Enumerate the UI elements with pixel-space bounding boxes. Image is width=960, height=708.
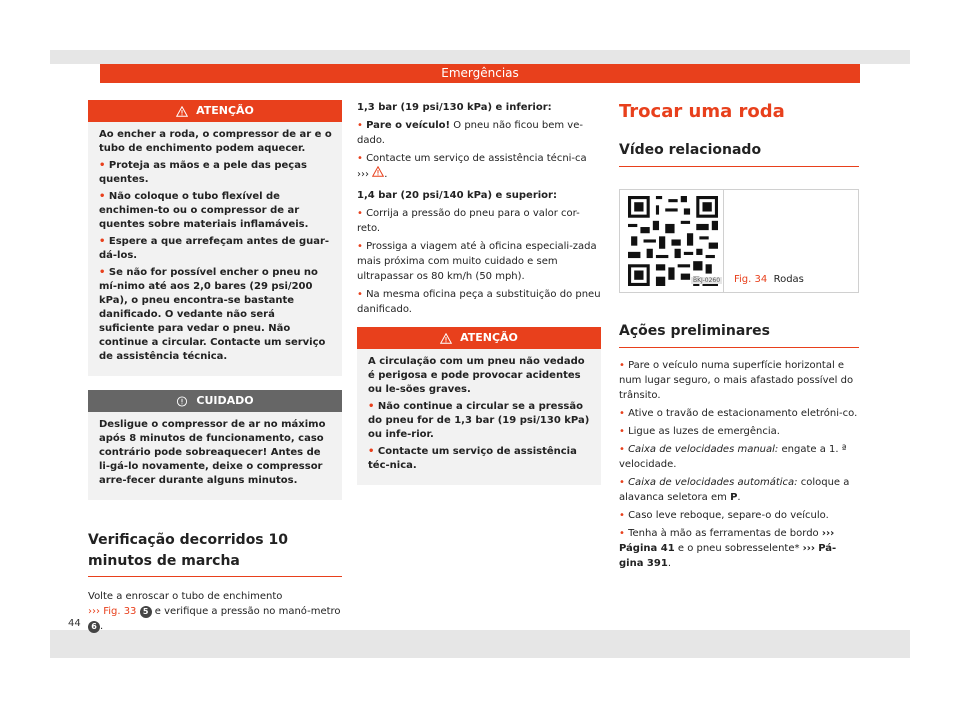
list-item: • Tenha à mão as ferramentas de bordo ››› Página 41 e o pneu sobresselente* ››› Pá-gina 391. xyxy=(619,528,837,569)
callout-6: 6 xyxy=(88,621,100,633)
preliminary-section-title: Ações preliminares xyxy=(619,321,859,348)
list-item: • Ligue as luzes de emergência. xyxy=(619,426,780,437)
caution-box xyxy=(88,390,342,500)
list-item: • Caso leve reboque, separe-o do veículo. xyxy=(619,510,829,521)
figure-link[interactable]: Fig. 33 xyxy=(103,606,137,617)
list-item: • Não coloque o tubo flexível de enchimen-to ou o compressor de ar quentes sobre materiais inflamáveis. xyxy=(99,191,309,230)
list-item: • Corrija a pressão do pneu para o valor cor-reto. xyxy=(357,208,580,234)
list-item: • Espere a que arrefeçam antes de guar-dá-los. xyxy=(99,236,330,261)
list-item: • Na mesma oficina peça a substituição do pneu danificado. xyxy=(357,289,601,315)
figure-divider xyxy=(723,190,724,292)
list-item: • Pare o veículo numa superfície horizontal e num lugar seguro, o mais afastado possível do trânsito. xyxy=(619,360,854,401)
section-title: Verificação decorridos 10 minutos de marcha xyxy=(88,530,342,577)
section-text: Volte a enroscar o tubo de enchimento ››› Fig. 33 5 e verifique a pressão no manó-metro 6 . xyxy=(88,591,341,632)
list-item: • Caixa de velocidades manual: engate a 1. ª velocidade. xyxy=(619,444,847,470)
column-1 xyxy=(88,100,342,637)
warning-title: ATENÇÃO xyxy=(196,104,254,117)
qr-code-icon[interactable] xyxy=(628,196,718,286)
warning-box xyxy=(88,100,342,376)
page-number: 44 xyxy=(68,618,81,629)
info-circle-icon xyxy=(176,396,188,407)
list-item: • Contacte um serviço de assistência técni-ca ››› . xyxy=(357,153,587,180)
warning-intro: Ao encher a roda, o compressor de ar e o tubo de enchimento podem aquecer. xyxy=(99,129,332,154)
list-item: • Proteja as mãos e a pele das peças quentes. xyxy=(99,160,307,185)
figure-34 xyxy=(619,189,859,293)
qr-code-label: BKJ-0260 xyxy=(693,277,721,284)
callout-5: 5 xyxy=(140,606,152,618)
warning-intro: A circulação com um pneu não vedado é perigosa e pode provocar acidentes ou le-sões graves. xyxy=(368,356,585,395)
warning-box-header xyxy=(88,100,342,122)
pressure-heading-high: 1,4 bar (20 psi/140 kPa) e superior: xyxy=(357,190,557,201)
warning-triangle-icon xyxy=(372,166,384,177)
warning-box-header xyxy=(357,327,601,349)
caution-box-header xyxy=(88,390,342,412)
chapter-header: Emergências xyxy=(100,64,860,83)
chapter-title: Trocar uma roda xyxy=(619,101,785,122)
warning-title: ATENÇÃO xyxy=(460,331,518,344)
pressure-heading-low: 1,3 bar (19 psi/130 kPa) e inferior: xyxy=(357,102,552,113)
page-link[interactable]: Pá-gina 391 xyxy=(619,543,837,569)
list-item: • Ative o travão de estacionamento eletróni-co. xyxy=(619,408,858,419)
cross-ref-arrow: ››› xyxy=(88,606,100,617)
figure-caption: Fig. 34 Rodas xyxy=(734,274,804,285)
column-3 xyxy=(619,100,859,574)
warning-box xyxy=(357,327,601,485)
warning-triangle-icon xyxy=(176,106,188,117)
column-2 xyxy=(357,100,601,485)
list-item: • Prossiga a viagem até à oficina especiali-zada mais próxima com muito cuidado e sem ultrapassar os 80 km/h (50 mph). xyxy=(357,241,597,282)
warning-triangle-icon xyxy=(440,333,452,344)
list-item: • Pare o veículo! O pneu não ficou bem ve-dado. xyxy=(357,120,583,146)
caution-text: Desligue o compressor de ar no máximo após 8 minutos de funcionamento, caso contrário pode sobreaquecer! Antes de li-gá-lo novamente, deixe o compressor arre-fecer durante alguns minutos. xyxy=(99,419,326,486)
list-item: • Se não for possível encher o pneu no mí-nimo até aos 2,0 bares (29 psi/200 kPa), o pneu encontra-se bastante danificado. O vedante não será suficiente para vedar o pneu. Não continue a circular. Contacte um serviço de assistência técnica. xyxy=(99,267,326,362)
caution-title: CUIDADO xyxy=(196,394,254,407)
list-item: • Contacte um serviço de assistência téc-nica. xyxy=(368,446,577,471)
page-link[interactable]: Página 41 xyxy=(619,543,675,554)
video-section-title: Vídeo relacionado xyxy=(619,140,859,167)
list-item: • Não continue a circular se a pressão do pneu for de 1,3 bar (19 psi/130 kPa) ou infe-rior. xyxy=(368,401,590,440)
list-item: • Caixa de velocidades automática: coloque a alavanca seletora em P. xyxy=(619,477,850,503)
